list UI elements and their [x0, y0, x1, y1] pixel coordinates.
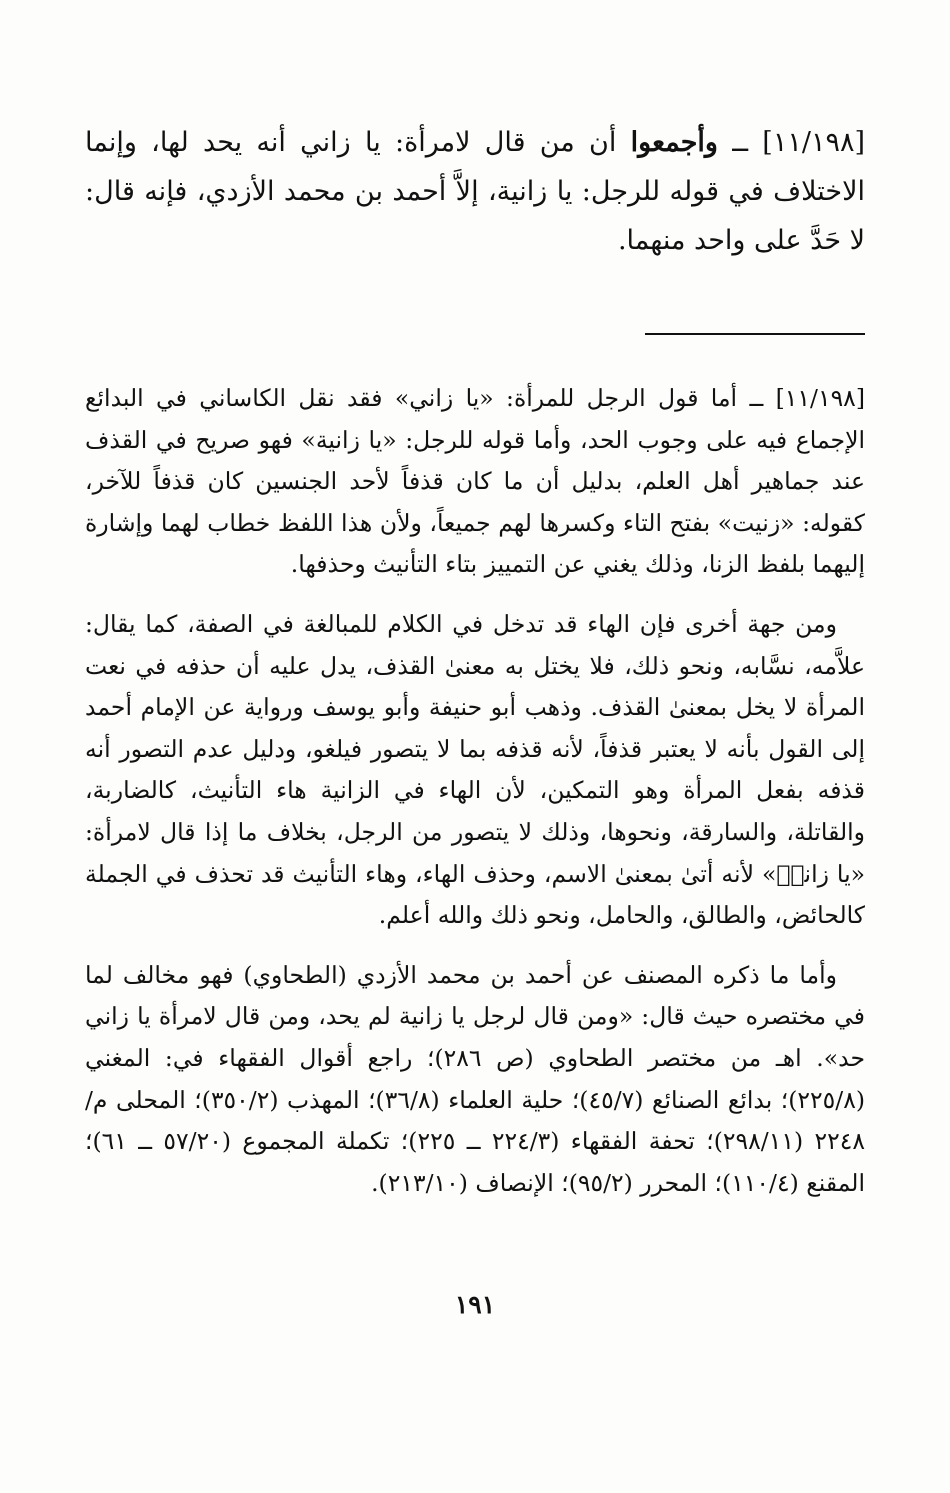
main-text: [85, 118, 865, 265]
footnote-divider: [645, 333, 865, 335]
page-number: ١٩١: [454, 1290, 496, 1319]
footnote-paragraph-2: ومن جهة أخرى فإن الهاء قد تدخل في الكلام للمبالغة في الصفة، كما يقال: علاَّمه، نسَّابه، ونحو ذلك، فلا يختل به معنىٰ القذف، يدل عليه أن حذفه في نعت المرأة لا يخل بمعنىٰ القذف. وذهب أبو حنيفة وأبو يوسف ورواية عن الإمام أحمد إلى القول بأنه لا يعتبر قذفاً، لأنه قذفه بما لا يتصور فيلغو، ودليل عدم التصور أنه قذفه بفعل المرأة وهو التمكين، لأن الهاء في الزانية هاء التأنيث، كالضاربة، والقاتلة، والسارقة، ونحوها، وذلك لا يتصور من الرجل، بخلاف ما إذا قال لامرأة: «يا زانيٖ» لأنه أتىٰ بمعنىٰ الاسم، وحذف الهاء، وهاء التأنيث قد تحذف في الجملة كالحائض، والطالق، والحامل، ونحو ذلك والله أعلم.: [85, 609, 865, 930]
footnote-reference: [١١/١٩٨] ــ: [749, 384, 865, 412]
main-paragraph: [85, 118, 865, 265]
main-reference: [١١/١٩٨] ــ: [732, 127, 865, 158]
footnote-body-1: أما قول الرجل للمرأة: «يا زاني» فقد نقل الكاساني في البدائع الإجماع فيه على وجوب الحد، وأما قوله للرجل: «يا زانية» فهو صريح في القذف عند جماهير أهل العلم، بدليل أن ما كان قذفاً لأحد الجنسين كان قذفاً للآخر، كقوله: «زنيت» بفتح التاء وكسرها لهم جميعاً، ولأن هذا اللفظ خطاب لهما وإشارة إليهما بلفظ الزنا، وذلك يغني عن التمييز بتاء التأنيث وحذفها.: [85, 384, 865, 579]
main-lead-word: وأجمعوا: [630, 127, 718, 158]
main-body: أن من قال لامرأة: يا زاني أنه يحد لها، وإنما الاختلاف في قوله للرجل: يا زانية، إلاَّ أحمد بن محمد الأزدي، فإنه قال: لا حَدَّ على واحد منهما.: [85, 127, 865, 256]
footnote-paragraph-3: وأما ما ذكره المصنف عن أحمد بن محمد الأزدي (الطحاوي) فهو مخالف لما في مختصره حيث قال: «ومن قال لرجل يا زانية لم يحد، ومن قال لامرأة يا زاني حد». اهـ من مختصر الطحاوي (ص ٢٨٦)؛ راجع أقوال الفقهاء في: المغني (٢٢٥/٨)؛ بدائع الصنائع (٤٥/٧)؛ حلية العلماء (٣٦/٨)؛ المهذب (٣٥٠/٢)؛ المحلى م/٢٢٤٨ (٢٩٨/١١)؛ تحفة الفقهاء (٢٢٤/٣ ــ ٢٢٥)؛ تكملة المجموع (٥٧/٢٠ ــ ٦١)؛ المقنع (١١٠/٤)؛ المحرر (٩٥/٢)؛ الإنصاف (٢١٣/١٠).: [85, 960, 865, 1197]
footnote-paragraph-1: [85, 378, 865, 586]
footnotes: [85, 378, 865, 1222]
